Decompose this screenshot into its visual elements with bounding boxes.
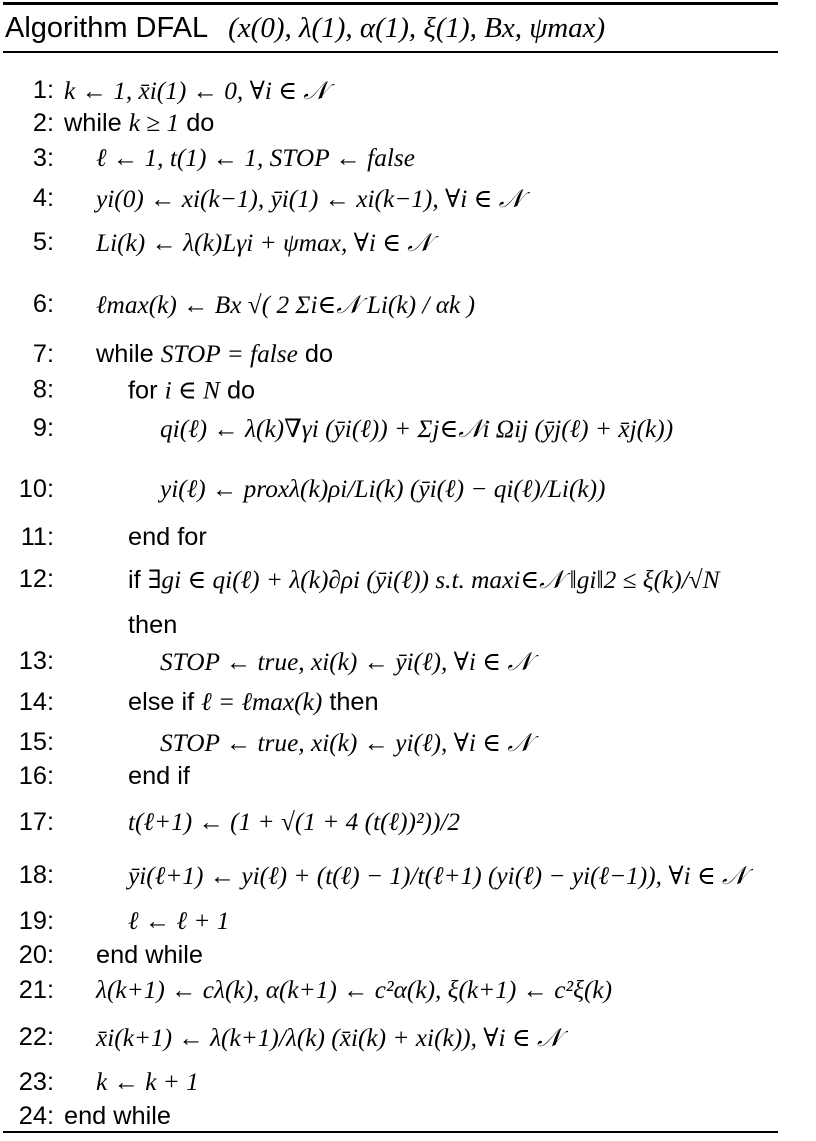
line-math: yi(0) ← xi(k−1), ȳi(1) ← xi(k−1), ∀i ∈ 𝒩 [96, 184, 523, 213]
line-number: 4: [32, 184, 54, 212]
line-number: 13: [18, 647, 54, 675]
line-content [128, 523, 207, 552]
line-content [128, 860, 746, 892]
line-number: 18: [18, 861, 54, 889]
line-keyword: end while [96, 941, 203, 970]
algorithm-line [3, 808, 816, 838]
line-number: 11: [20, 523, 54, 552]
line-math: Li(k) ← λ(k)Lγi + ψmax, ∀i ∈ 𝒩 [96, 228, 432, 257]
line-math: k ← k + 1 [96, 1068, 199, 1097]
algorithm-line [3, 75, 816, 107]
algorithm-line [3, 1102, 816, 1132]
line-content [128, 564, 720, 596]
line-keyword-tail: do [304, 340, 334, 369]
line-keyword-tail: do [186, 109, 215, 138]
algorithm-line [3, 646, 816, 678]
line-content [128, 762, 190, 791]
line-number: 6: [32, 290, 54, 318]
line-number: 2: [32, 109, 54, 138]
line-keyword: end for [128, 523, 207, 552]
algorithm-line [3, 475, 816, 505]
line-math: ȳi(ℓ+1) ← yi(ℓ) + (t(ℓ) − 1)/t(ℓ+1) (yi(ℓ) − yi(ℓ−1)), ∀i ∈ 𝒩 [128, 861, 747, 890]
algorithm-title [3, 5, 778, 51]
algorithm-line [3, 762, 816, 792]
line-number: 22: [18, 1023, 54, 1051]
line-content [128, 374, 255, 405]
line-keyword: end while [64, 1102, 171, 1131]
line-number: 20: [18, 941, 54, 970]
line-number: 23: [18, 1068, 54, 1097]
algorithm-line [3, 727, 816, 759]
line-math: ℓmax(k) ← Bx √( 2 Σi∈𝒩 Li(k) / αk ) [96, 290, 475, 319]
line-content [96, 227, 432, 259]
line-number: 10: [18, 475, 54, 504]
line-keyword: while [64, 109, 122, 138]
algorithm-name: Algorithm DFAL [5, 12, 209, 44]
line-keyword: if [128, 565, 141, 594]
line-math: yi(ℓ) ← proxλ(k)ρi/Li(k) (ȳi(ℓ) − qi(ℓ)/Li(k)) [160, 475, 606, 504]
line-content [128, 808, 460, 837]
line-number: 8: [32, 375, 54, 403]
line-content [96, 340, 333, 369]
line-math: ℓ ← 1, t(1) ← 1, STOP ← false [96, 144, 415, 173]
line-math: t(ℓ+1) ← (1 + √(1 + 4 (t(ℓ))²))/2 [128, 808, 461, 837]
line-math: i ∈ N [164, 376, 220, 404]
line-math: STOP ← true, xi(k) ← yi(ℓ), ∀i ∈ 𝒩 [160, 728, 532, 757]
algorithm-lines [3, 53, 778, 1129]
algorithm-line [3, 564, 816, 596]
algorithm-line [3, 976, 816, 1006]
line-content [128, 688, 379, 717]
algorithm-line [3, 611, 816, 641]
line-keyword: then [128, 611, 178, 640]
line-keyword: for [128, 376, 158, 404]
line-number: 1: [32, 76, 54, 104]
line-content [64, 75, 328, 107]
algorithm-line [3, 109, 816, 139]
line-content [96, 976, 612, 1005]
line-content [96, 1022, 561, 1054]
line-math: STOP = false [160, 340, 298, 369]
line-number: 24: [18, 1102, 54, 1131]
algorithm-line [3, 941, 816, 971]
line-content [96, 289, 475, 321]
line-math: ℓ = ℓmax(k) [201, 688, 323, 717]
line-content [160, 727, 532, 759]
algorithm-line [3, 1022, 816, 1054]
line-content [160, 475, 606, 504]
line-number: 5: [32, 228, 54, 256]
line-keyword-tail: do [226, 376, 256, 404]
algorithm-line [3, 183, 816, 215]
line-content [160, 646, 532, 678]
line-number: 9: [32, 414, 54, 442]
line-math: λ(k+1) ← cλ(k), α(k+1) ← c²α(k), ξ(k+1) ← c²ξ(k) [96, 976, 613, 1005]
line-math: STOP ← true, xi(k) ← ȳi(ℓ), ∀i ∈ 𝒩 [160, 647, 532, 676]
algorithm-line [3, 1068, 816, 1098]
line-content [96, 144, 415, 173]
line-number: 17: [18, 808, 54, 837]
line-number: 19: [18, 907, 54, 936]
line-content [128, 907, 229, 936]
line-math: k ← 1, x̄i(1) ← 0, ∀i ∈ 𝒩 [64, 76, 328, 105]
algorithm-line [3, 688, 816, 718]
line-math: x̄i(k+1) ← λ(k+1)/λ(k) (x̄i(k) + xi(k)), ∀i ∈ 𝒩 [96, 1023, 562, 1052]
algorithm-line [3, 907, 816, 937]
line-keyword: else if [128, 688, 195, 717]
line-content [64, 109, 214, 138]
line-number: 15: [18, 728, 54, 756]
algorithm-line [3, 523, 816, 553]
algorithm-line [3, 144, 816, 174]
algorithm-box [3, 2, 778, 1129]
line-keyword: end if [128, 762, 190, 791]
line-keyword: while [96, 340, 154, 369]
line-content [128, 611, 177, 640]
algorithm-line [3, 340, 816, 370]
line-number: 21: [18, 976, 54, 1005]
bottom-rule [3, 1131, 778, 1133]
line-math: qi(ℓ) ← λ(k)∇γi (ȳi(ℓ)) + Σj∈𝒩i Ωij (ȳj(ℓ) + x̄j(k)) [160, 414, 674, 443]
line-content [96, 1068, 199, 1097]
algorithm-line [3, 374, 816, 405]
line-content [96, 183, 523, 215]
line-content [64, 1102, 171, 1131]
line-keyword-tail: then [329, 688, 379, 717]
algorithm-line [3, 860, 816, 892]
line-math: ∃gi ∈ qi(ℓ) + λ(k)∂ρi (ȳi(ℓ)) s.t. maxi∈𝒩 ‖gi‖2 ≤ ξ(k)/√N [147, 565, 720, 594]
line-number: 7: [32, 340, 54, 369]
line-math: k ≥ 1 [128, 109, 180, 138]
line-math: ℓ ← ℓ + 1 [128, 907, 230, 936]
algorithm-line [3, 227, 816, 259]
line-number: 12: [18, 565, 54, 593]
algorithm-arguments: (x(0), λ(1), α(1), ξ(1), Bx, ψmax) [228, 12, 606, 44]
line-number: 16: [18, 762, 54, 791]
line-number: 3: [32, 144, 54, 173]
algorithm-line [3, 289, 816, 321]
line-content [160, 413, 673, 445]
algorithm-line [3, 413, 816, 445]
line-number: 14: [18, 688, 54, 717]
line-content [96, 941, 203, 970]
